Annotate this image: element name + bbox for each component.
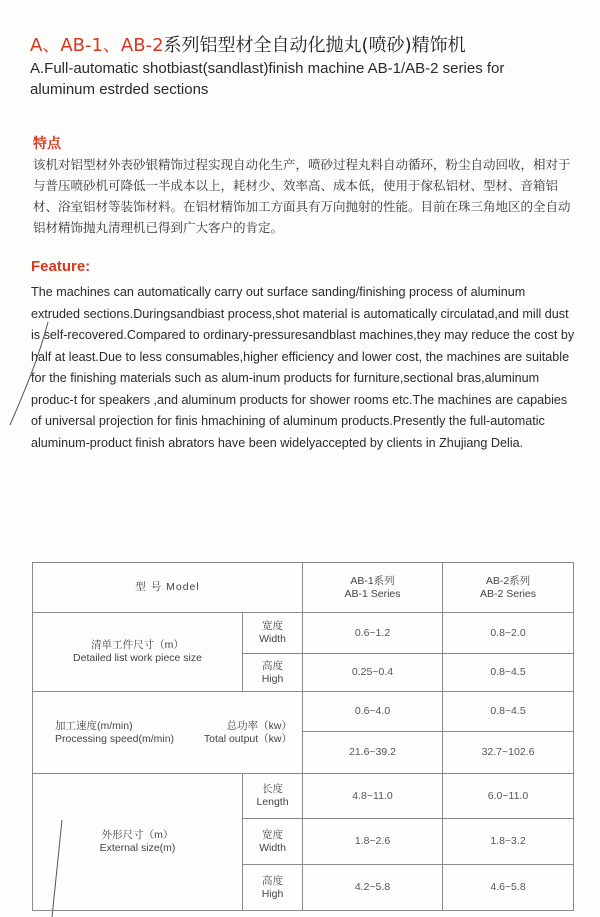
features-heading-chinese: 特点 <box>33 136 61 152</box>
speed-ab1: 0.6~4.0 <box>303 692 443 732</box>
workpiece-height-ab2: 0.8~4.5 <box>443 654 574 692</box>
table-row-header <box>33 563 574 613</box>
power-label-cn: 总功率（kw） <box>226 719 292 732</box>
workpiece-width-label <box>243 613 303 654</box>
speed-power-en-row <box>33 733 302 746</box>
external-length-ab2: 6.0~11.0 <box>443 774 574 819</box>
external-label-cn: 外形尺寸（m） <box>101 829 174 841</box>
speed-label-en: Processing speed(m/min) <box>55 732 175 745</box>
title-chinese-rest: 系列铝型材全自动化抛丸(喷砂)精饰机 <box>163 35 466 56</box>
table-row-external-length <box>33 774 574 819</box>
header-ab1-cn: AB-1系列 <box>350 574 395 587</box>
power-ab1: 21.6~39.2 <box>303 732 443 774</box>
external-width-ab2: 1.8~3.2 <box>443 819 574 865</box>
header-model: 型 号 Model <box>33 563 303 613</box>
speed-power-cn-row <box>33 720 302 733</box>
external-height-en: High <box>261 887 284 900</box>
features-text-english: The machines can automatically carry out surface sanding/finishing process of aluminum extruded sections.Duringsandbiast process,shot material is automatically circulatad,and mill dust is self-recovered.Compared to ordinary-pressuresandblast machines,they may reduce the cost by half at least.Due to less consumables,higher efficiency and lower cost, the machines are suitable for the finishing materials such as alum-inum products for furniture,sectional bras,aluminum produc-t for speakers ,and aluminum products for shower rooms etc.The machines are capabies of universal projection for finis hmachining of aluminum products.Presently the full-automatic aluminum-product finish abrators have been widelyaccepted by clients in Zhujiang Delia. <box>31 285 575 450</box>
workpiece-height-cn: 高度 <box>262 659 283 672</box>
title-model-codes: A、AB-1、AB-2 <box>30 35 164 56</box>
header-ab2-en: AB-2 Series <box>479 587 537 600</box>
workpiece-width-cn: 宽度 <box>262 620 283 632</box>
external-width-label <box>243 819 303 865</box>
external-length-ab1: 4.8~11.0 <box>303 774 443 819</box>
header-ab1 <box>303 563 443 613</box>
external-height-ab1: 4.2~5.8 <box>303 865 443 911</box>
workpiece-width-en: Width <box>259 633 286 645</box>
speed-ab2: 0.8~4.5 <box>443 692 574 732</box>
features-text-chinese: 该机对铝型材外表砂银精饰过程实现自动化生产，喷砂过程丸料自动循环，粉尘自动回收，相对于与普压喷砂机可降低一半成本以上，耗材少、效率高、成本低，使用于傢私铝材、型材、音箱铝材、浴室铝材等装饰材料。在铝材精饰加工方面具有万向抛射的性能。目前在珠三角地区的全自动铝材精饰抛丸清理机已得到广大客户的肯定。 <box>33 157 571 235</box>
workpiece-height-label <box>243 654 303 692</box>
workpiece-height-en: High <box>261 672 284 685</box>
header-ab1-en: AB-1 Series <box>344 587 401 600</box>
external-height-label <box>243 865 303 911</box>
speed-label-cn: 加工速度(m/min) <box>55 719 133 732</box>
external-width-ab1: 1.8~2.6 <box>303 819 443 865</box>
external-height-ab2: 4.6~5.8 <box>443 865 574 911</box>
power-label-en: Total output（kw） <box>203 732 292 745</box>
external-label <box>33 774 243 911</box>
header-ab2 <box>443 563 574 613</box>
workpiece-height-ab1: 0.25~0.4 <box>303 654 443 692</box>
speed-power-label <box>33 692 303 774</box>
header-ab2-cn: AB-2系列 <box>485 574 531 587</box>
workpiece-width-ab2: 0.8~2.0 <box>443 613 574 654</box>
external-width-en: Width <box>259 841 286 854</box>
workpiece-width-ab1: 0.6~1.2 <box>303 613 443 654</box>
external-length-cn: 长度 <box>262 783 283 795</box>
table-row-speed <box>33 692 574 732</box>
external-height-cn: 高度 <box>262 874 283 887</box>
title-english: A.Full-automatic shotbiast(sandlast)finish machine AB-1/AB-2 series for aluminum estrded sections <box>30 60 505 98</box>
workpiece-label <box>33 613 243 692</box>
external-label-en: External size(m) <box>99 842 176 854</box>
external-width-cn: 宽度 <box>262 828 283 841</box>
workpiece-label-en: Detailed list work piece size <box>73 652 202 664</box>
external-length-label <box>243 774 303 819</box>
external-length-en: Length <box>256 796 289 808</box>
power-ab2: 32.7~102.6 <box>443 732 574 774</box>
specification-table <box>32 562 574 911</box>
features-heading-english: Feature: <box>31 258 91 275</box>
workpiece-label-cn: 清单工件尺寸（m） <box>91 639 184 651</box>
title-chinese <box>30 31 466 57</box>
table-row-workpiece-width <box>33 613 574 654</box>
